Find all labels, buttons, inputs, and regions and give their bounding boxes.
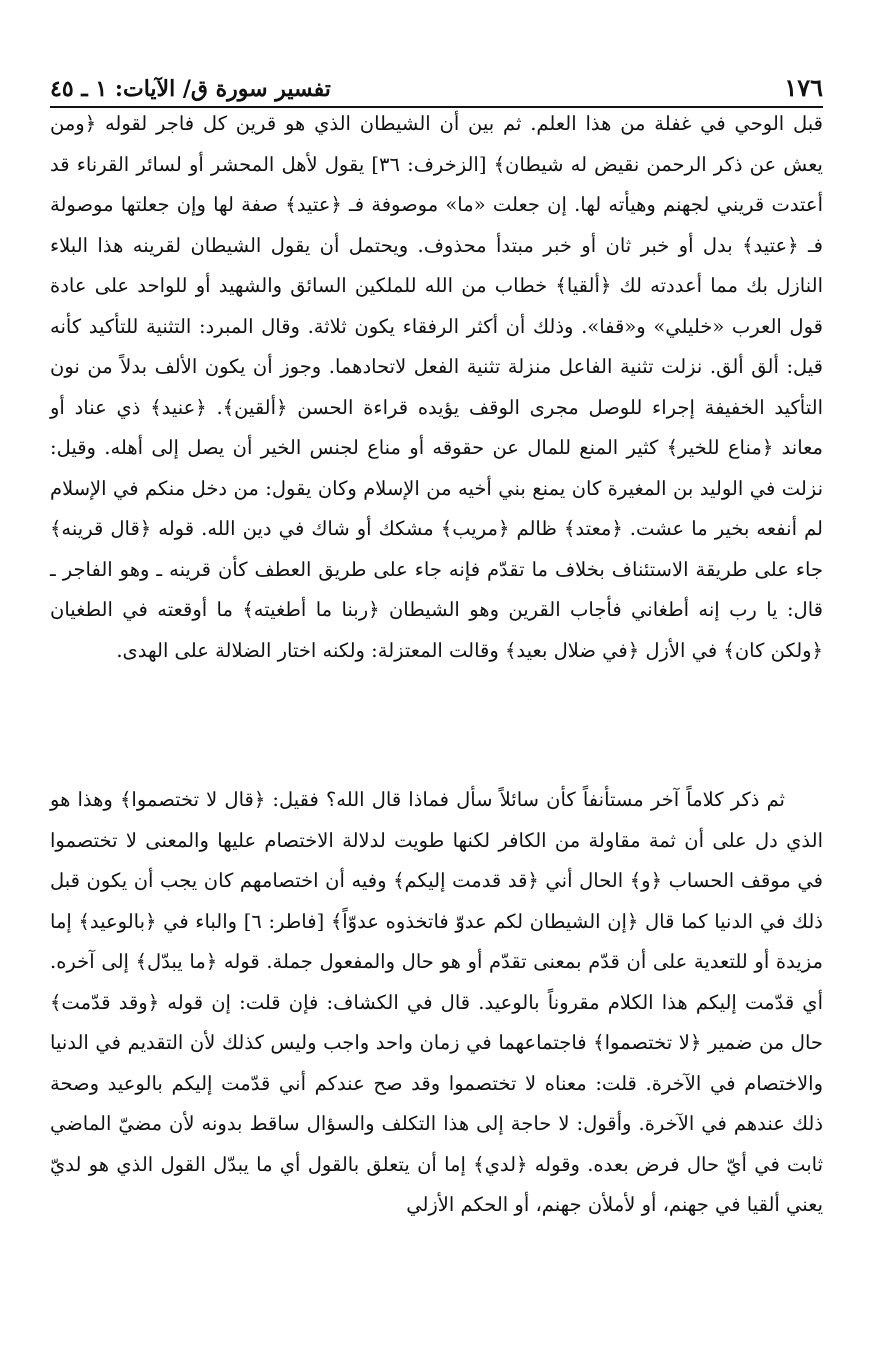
running-header [50, 58, 823, 108]
paragraph-text: قبل الوحي في غفلة من هذا العلم. ثم بين أن الشيطان الذي هو قرين كل فاجر لقوله ﴿ومن يعش عن ذكر الرحمن نقيض له شيطان﴾ [الزخرف: ٣٦] يقول لأهل المحشر أو لسائر القرناء قد أعتدت قريني لجهنم وهيأته لها. إن جعلت «ما» موصوفة فـ ﴿عتيد﴾ صفة لها وإن جعلتها موصولة فـ ﴿عتيد﴾ بدل أو خبر ثان أو خبر مبتدأ محذوف. ويحتمل أن يقول الشيطان لقرينه هذا البلاء النازل بك مما أعددته لك ﴿ألقيا﴾ خطاب من الله للملكين السائق والشهيد أو للواحد على عادة قول العرب «خليلي» و«قفا». وذلك أن أكثر الرفقاء يكون ثلاثة. وقال المبرد: التثنية للتأكيد كأنه قيل: ألق ألق. نزلت تثنية الفاعل منزلة تثنية الفعل لاتحادهما. وجوز أن يكون الألف بدلاً من نون التأكيد الخفيفة إجراء للوصل مجرى الوقف يؤيده قراءة الحسن ﴿ألقين﴾. ﴿عنيد﴾ ذي عناد أو معاند ﴿مناع للخير﴾ كثير المنع للمال عن حقوقه أو مناع لجنس الخير أن يصل إلى أهله. وقيل: نزلت في الوليد بن المغيرة كان يمنع بني أخيه من الإسلام وكان يقول: من دخل منكم في الإسلام لم أنفعه بخير ما عشت. ﴿معتد﴾ ظالم ﴿مريب﴾ مشكك أو شاك في دين الله. قوله ﴿قال قرينه﴾ جاء على طريقة الاستئناف بخلاف ما تقدّم فإنه جاء على طريق العطف كأن قرينه ـ وهو الفاجر ـ قال: يا رب إنه أطغاني فأجاب القرين وهو الشيطان ﴿ربنا ما أطغيته﴾ ما أوقعته في الطغيان ﴿ولكن كان﴾ في الأزل ﴿في ضلال بعيد﴾ وقالت المعتزلة: ولكنه اختار الضلالة على الهدى. [50, 112, 823, 662]
header-title: تفسير سورة ق/ الآيات: ١ ـ ٤٥ [50, 76, 331, 102]
body-paragraph-1 [50, 104, 823, 671]
page-number: ١٧٦ [784, 73, 823, 102]
body-paragraph-2 [50, 780, 823, 1226]
paragraph-text: ثم ذكر كلاماً آخر مستأنفاً كأن سائلاً سأل فماذا قال الله؟ فقيل: ﴿قال لا تختصموا﴾ وهذا هو الذي دل على أن ثمة مقاولة من الكافر لكنها طويت لدلالة الاختصام عليها والمعنى لا تختصموا في موقف الحساب ﴿و﴾ الحال أني ﴿قد قدمت إليكم﴾ وفيه أن اختصامهم كان يجب أن يكون قبل ذلك في الدنيا كما قال ﴿إن الشيطان لكم عدوّ فاتخذوه عدوّاً﴾ [فاطر: ٦] والباء في ﴿بالوعيد﴾ إما مزيدة أو للتعدية على أن قدّم بمعنى تقدّم أو هو حال والمفعول جملة. قوله ﴿ما يبدّل﴾ إلى آخره. أي قدّمت إليكم هذا الكلام مقروناً بالوعيد. قال في الكشاف: فإن قلت: إن قوله ﴿وقد قدّمت﴾ حال من ضمير ﴿لا تختصموا﴾ فاجتماعهما في زمان واحد واجب وليس كذلك لأن التقديم في الدنيا والاختصام في الآخرة. قلت: معناه لا تختصموا وقد صح عندكم أني قدّمت إليكم بالوعيد وصحة ذلك عندهم في الآخرة. وأقول: لا حاجة إلى هذا التكلف والسؤال ساقط بدونه لأن مضيّ الماضي ثابت في أيّ حال فرض بعده. وقوله ﴿لدي﴾ إما أن يتعلق بالقول أي ما يبدّل القول الذي هو لديّ يعني ألقيا في جهنم، أو لأملأن جهنم، أو الحكم الأزلي [50, 788, 823, 1216]
